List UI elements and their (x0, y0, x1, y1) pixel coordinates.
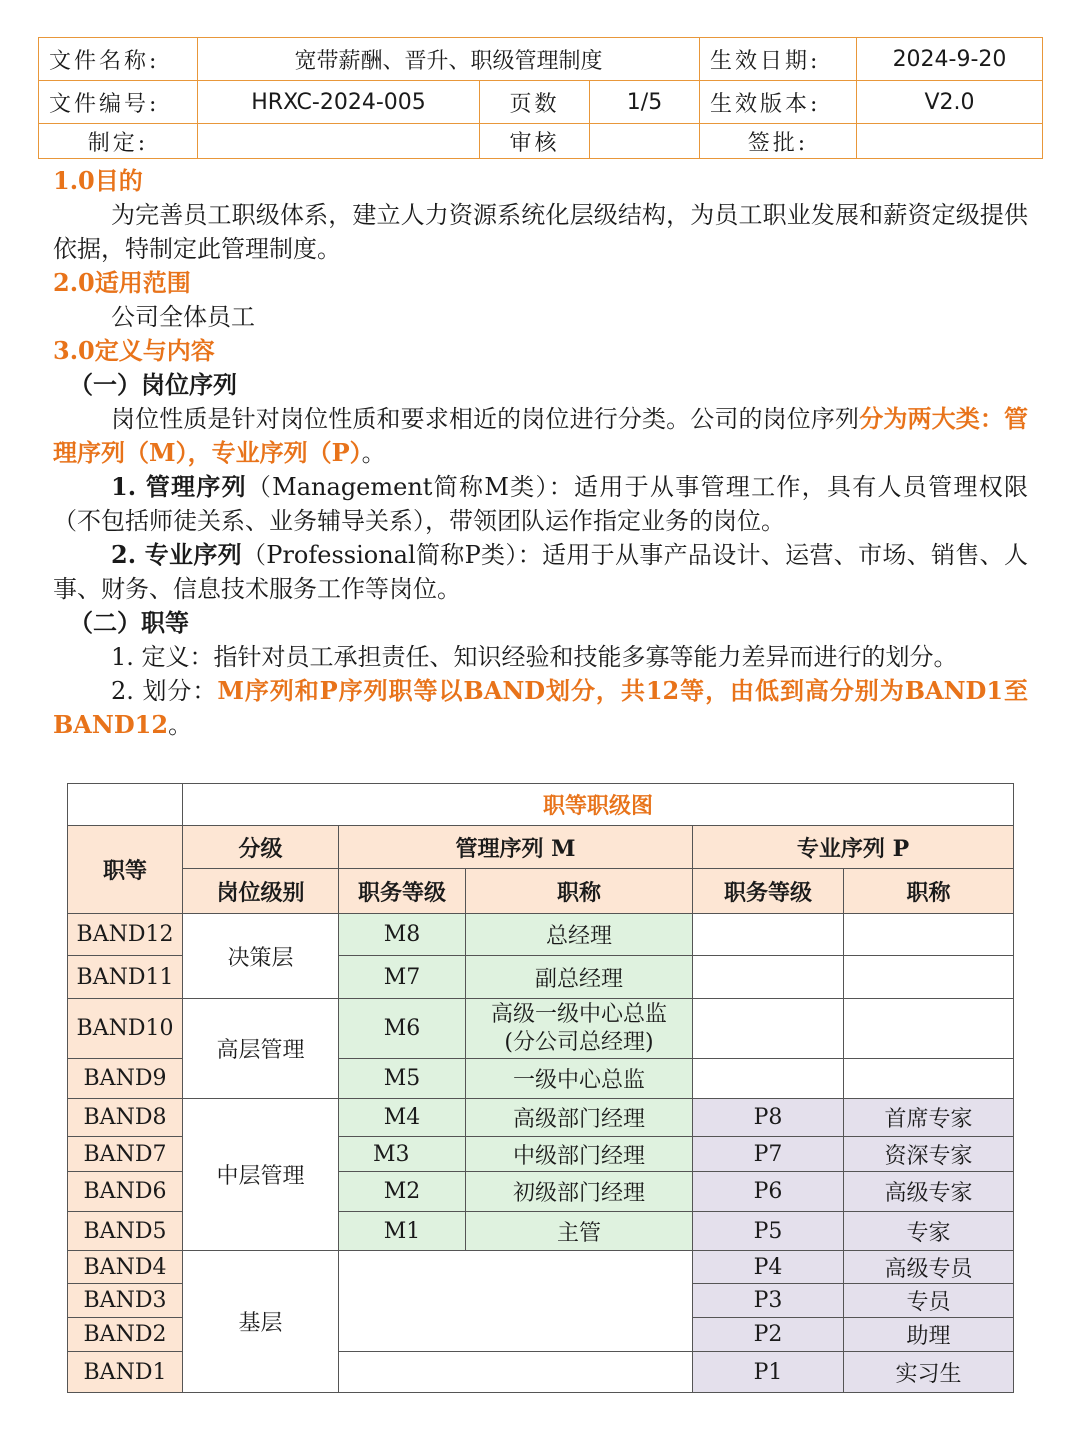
p-grade-cell (693, 914, 844, 956)
tier-cell: 高层管理 (183, 999, 339, 1099)
version-label: 生效版本: (700, 81, 857, 124)
p-title-cell: 专员 (844, 1284, 1014, 1318)
col-header-p-title: 职称 (844, 869, 1014, 914)
m-grade-cell: M5 (339, 1059, 466, 1099)
p-grade-cell: P8 (693, 1099, 844, 1137)
p-title-cell (844, 1059, 1014, 1099)
band-cell: BAND6 (68, 1172, 183, 1212)
professional-series-title: 2. 专业序列 (111, 540, 242, 569)
pages-label: 页数 (480, 81, 590, 124)
subsection-1-text-a: 岗位性质是针对岗位性质和要求相近的岗位进行分类。公司的岗位序列 (111, 405, 860, 433)
m-empty-block (339, 1251, 693, 1352)
m-title-cell: 总经理 (466, 914, 693, 956)
p-grade-cell: P2 (693, 1318, 844, 1352)
tier-cell: 基层 (183, 1251, 339, 1393)
definition-text: 1. 定义：指针对员工承担责任、知识经验和技能多寡等能力差异而进行的划分。 (111, 643, 958, 671)
p-grade-cell: P1 (693, 1352, 844, 1393)
version: V2.0 (857, 81, 1043, 124)
m-grade-cell: M4 (339, 1099, 466, 1137)
p-title-cell: 首席专家 (844, 1099, 1014, 1137)
tier-cell: 中层管理 (183, 1099, 339, 1251)
band-cell: BAND2 (68, 1318, 183, 1352)
p-title-cell: 高级专员 (844, 1251, 1014, 1284)
m-title-cell: 初级部门经理 (466, 1172, 693, 1212)
section-1-text: 为完善员工职级体系，建立人力资源系统化层级结构，为员工职业发展和薪资定级提供依据，特制定此管理制度。 (53, 201, 1028, 263)
p-title-cell: 专家 (844, 1212, 1014, 1251)
band-cell: BAND5 (68, 1212, 183, 1251)
col-header-level: 分级 (183, 826, 339, 869)
col-header-p-grade: 职务等级 (693, 869, 844, 914)
col-header-level-sub: 岗位级别 (183, 869, 339, 914)
p-title-cell (844, 914, 1014, 956)
review-label: 审核 (480, 124, 590, 159)
approve-value (857, 124, 1043, 159)
m-grade-cell: M2 (339, 1172, 466, 1212)
subsection-1-text (53, 402, 1028, 470)
grade-table-title: 职等职级图 (183, 784, 1014, 826)
band-cell: BAND7 (68, 1137, 183, 1172)
section-2-text: 公司全体员工 (111, 303, 255, 331)
subsection-2-title: （二）职等 (69, 608, 189, 637)
p-grade-cell: P3 (693, 1284, 844, 1318)
p-title-cell: 助理 (844, 1318, 1014, 1352)
effective-date-label: 生效日期: (700, 38, 857, 81)
p-grade-cell (693, 956, 844, 999)
division-suffix: 。 (168, 711, 193, 739)
m-title-cell: 一级中心总监 (466, 1059, 693, 1099)
band-cell: BAND10 (68, 999, 183, 1059)
made-by-label: 制定: (39, 124, 198, 159)
file-no-label: 文件编号: (39, 81, 198, 124)
col-header-m-series: 管理序列 M (339, 826, 693, 869)
division-prefix: 2. 划分： (111, 677, 218, 705)
m-grade-cell: M6 (339, 999, 466, 1059)
m-grade-cell: M8 (339, 914, 466, 956)
m-title-cell (466, 999, 693, 1059)
band-cell: BAND12 (68, 914, 183, 956)
m-grade-cell: M3 (339, 1137, 466, 1172)
approve-label: 签批: (700, 124, 857, 159)
band-cell: BAND1 (68, 1352, 183, 1393)
file-name: 宽带薪酬、晋升、职级管理制度 (198, 38, 700, 81)
m-title-cell: 副总经理 (466, 956, 693, 999)
p-title-cell (844, 999, 1014, 1059)
p-grade-cell: P4 (693, 1251, 844, 1284)
band-cell: BAND4 (68, 1251, 183, 1284)
review-value (590, 124, 700, 159)
col-header-p-series: 专业序列 P (693, 826, 1014, 869)
section-1-title: 1.0目的 (53, 166, 143, 195)
col-header-m-grade: 职务等级 (339, 869, 466, 914)
band-cell: BAND9 (68, 1059, 183, 1099)
band-cell: BAND8 (68, 1099, 183, 1137)
division-text (53, 674, 1028, 742)
p-grade-cell: P5 (693, 1212, 844, 1251)
section-3-title: 3.0定义与内容 (53, 336, 215, 365)
p-title-cell: 高级专家 (844, 1172, 1014, 1212)
m-title-cell: 高级部门经理 (466, 1099, 693, 1137)
effective-date: 2024-9-20 (857, 38, 1043, 81)
management-series-text (53, 470, 1028, 538)
col-header-band: 职等 (68, 826, 183, 914)
subsection-1-text-c: 。 (361, 439, 386, 467)
professional-series-text (53, 538, 1028, 606)
corner-cell (68, 784, 183, 826)
p-title-cell (844, 956, 1014, 999)
subsection-1-highlight: 分为两大类：管理序列（M），专业序列（P） (53, 404, 1028, 467)
management-series-title: 1. 管理序列 (111, 472, 247, 501)
p-grade-cell (693, 999, 844, 1059)
p-title-cell: 实习生 (844, 1352, 1014, 1393)
m-grade-cell: M1 (339, 1212, 466, 1251)
m-empty-cell (339, 1352, 693, 1393)
made-by-value (198, 124, 480, 159)
file-name-label: 文件名称: (39, 38, 198, 81)
professional-series-desc: （Professional简称P类）：适用于从事产品设计、运营、市场、销售、人事、财务、信息技术服务工作等岗位。 (53, 541, 1028, 603)
pages: 1/5 (590, 81, 700, 124)
m-title-cell: 中级部门经理 (466, 1137, 693, 1172)
band-cell: BAND11 (68, 956, 183, 999)
p-grade-cell: P7 (693, 1137, 844, 1172)
band-cell: BAND3 (68, 1284, 183, 1318)
subsection-1-title: （一）岗位序列 (69, 370, 237, 399)
section-2-title: 2.0适用范围 (53, 268, 191, 297)
management-series-desc: （Management简称M类）：适用于从事管理工作，具有人员管理权限（不包括师徒关系、业务辅导关系），带领团队运作指定业务的岗位。 (53, 473, 1028, 535)
tier-cell: 决策层 (183, 914, 339, 999)
p-grade-cell: P6 (693, 1172, 844, 1212)
document-body (53, 164, 1028, 742)
m-title-line: 高级一级中心总监 (490, 1001, 667, 1027)
p-title-cell: 资深专家 (844, 1137, 1014, 1172)
m-title-line: (分公司总经理) (504, 1029, 654, 1055)
m-title-cell: 主管 (466, 1212, 693, 1251)
col-header-m-title: 职称 (466, 869, 693, 914)
p-grade-cell (693, 1059, 844, 1099)
grade-level-table (67, 783, 1014, 1393)
m-grade-cell: M7 (339, 956, 466, 999)
document-header-table (38, 37, 1043, 159)
file-no: HRXC-2024-005 (198, 81, 480, 124)
division-highlight: M序列和P序列职等以BAND划分，共12等，由低到高分别为BAND1至BAND12 (53, 676, 1028, 739)
